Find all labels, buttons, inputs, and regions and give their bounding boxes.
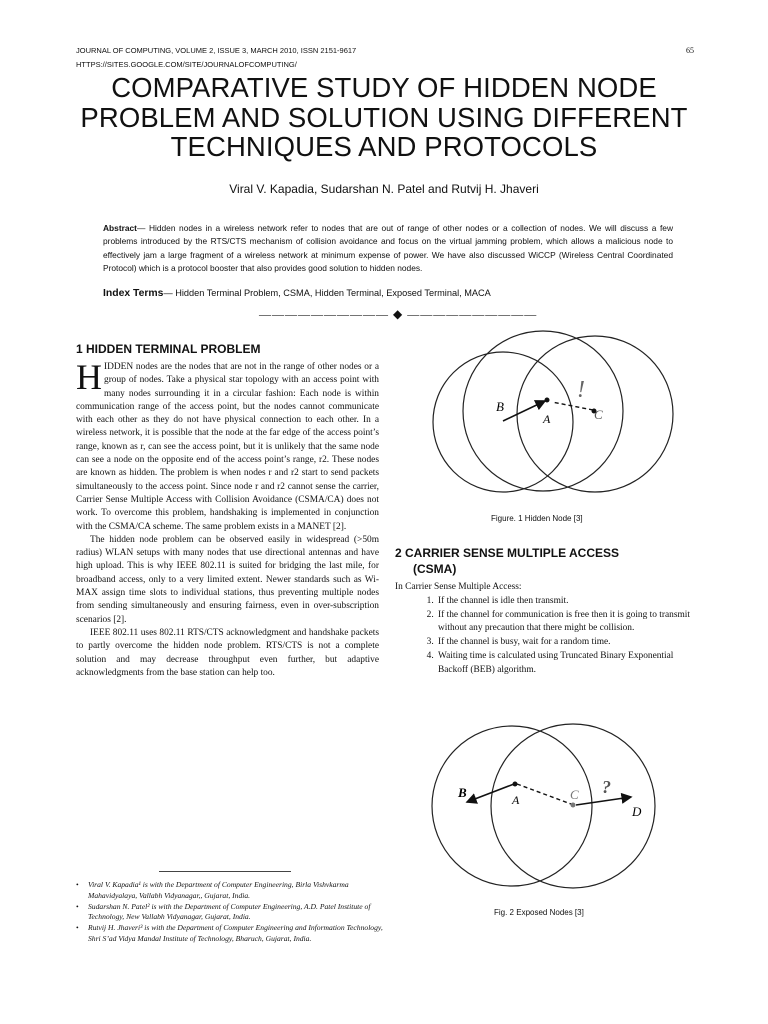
- node-a-dot: [545, 398, 550, 403]
- footnote-rule: [159, 871, 291, 872]
- warning-mark: !: [577, 377, 585, 403]
- list-item: 3. If the channel is busy, wait for a random time.: [436, 636, 700, 650]
- journal-url: HTTPS://SITES.GOOGLE.COM/SITE/JOURNALOFCOMPUTING/: [76, 60, 297, 69]
- abstract-label: Abstract: [103, 223, 137, 233]
- author-list: Viral V. Kapadia, Sudarshan N. Patel and Rutvij H. Jhaveri: [229, 182, 539, 196]
- transmission-arrow-a-to-b: [467, 784, 514, 802]
- figure-2-caption: Fig. 2 Exposed Nodes [3]: [494, 908, 584, 917]
- list-item: 1. If the channel is idle then transmit.: [436, 595, 700, 609]
- node-label-a: A: [512, 793, 520, 807]
- transmission-arrow-c-to-d: [576, 797, 631, 805]
- question-mark: ?: [602, 777, 611, 797]
- section-2-heading-line-1: 2 CARRIER SENSE MULTIPLE ACCESS: [395, 546, 620, 560]
- page-number: 65: [686, 46, 694, 55]
- section-2-intro: In Carrier Sense Multiple Access:: [395, 582, 522, 592]
- section-1-paragraph-3: IEEE 802.11 uses 802.11 RTS/CTS acknowledgment and handshake packets to partly overcome the hidden node problem. RTS/CTS is not a complete solution and may decrease throughput even further, but adaptive acknowledgments from the base station can help too.: [76, 627, 379, 678]
- node-label-b: B: [496, 399, 504, 414]
- journal-info: JOURNAL OF COMPUTING, VOLUME 2, ISSUE 3, MARCH 2010, ISSN 2151-9617: [76, 46, 357, 55]
- range-circle-b: [433, 352, 573, 492]
- index-terms: [103, 288, 673, 299]
- list-item: • Sudarshan N. Patel² is with the Department of Computer Engineering, A.D. Patel Institute of Technology, New Vallabh Vidyanagar, Gujarat, India.: [76, 902, 386, 924]
- list-item: 2. If the channel for communication is free then it is going to transmit without any precaution that there might be collision.: [436, 609, 700, 637]
- node-label-b: B: [458, 785, 467, 800]
- section-2-body: [395, 581, 700, 678]
- node-label-d: D: [632, 804, 642, 819]
- section-1-paragraph-1: [76, 357, 379, 534]
- footnote-list: [76, 880, 386, 945]
- abstract-text: — Hidden nodes in a wireless network refer to nodes that are out of range of other nodes or a collection of nodes. We will discuss a few problems introduced by the RTS/CTS mechanism of collision avoidance and focus on the virtual jamming problem, which allows a malicious node to effectively jam a large fragment of a wireless network at minimum expense of power. We have also discussed WiCCP (Wireless Central Coordinated Protocol) which is a protocol booster that also provides good solution to hidden nodes.: [103, 223, 673, 274]
- figure-2-exposed-nodes-diagram: [395, 715, 705, 905]
- paragraph-1-text: IDDEN nodes are the nodes that are not in the range of other nodes or a group of nodes. Take a physical star topology with an access point with many nodes surrounding it in a circular fashion: Each node is within communication range of the access point, but the nodes cannot communicate with each other as they do not have physical connection to each other. In a wireless network, it is possible that the node at the far edge of the access point’s range, known as r, can see the access point, but it is unlikely that the same node can see a node on the opposite end of the access point’s range, r2. These nodes are known as hidden. The problem is when nodes r and r2 start to send packets simultaneously to the access point. Since node r and r2 cannot sense the carrier, Carrier Sense Multiple Access with Collision Avoidance (CSMA/CA) does not work. To overcome this problem, handshaking is implemented in conjunction with the CSMA/CA scheme. The same problem exists in a MANET [2].: [76, 362, 379, 532]
- list-item: • Viral V. Kapadia¹ is with the Department of Computer Engineering, Birla Vishvkarma Mahavidyalaya, Vallabh Vidyanagar,, Gujarat, India.: [76, 880, 386, 902]
- list-item: • Rutvij H. Jhaveri³ is with the Department of Computer Engineering and Information Technology, Shri S’ad Vidya Mandal Institute of Technology, Bharuch, Gujarat, India.: [76, 923, 386, 945]
- csma-steps-list: [395, 595, 700, 678]
- author-footnotes: [76, 880, 386, 945]
- index-terms-label: Index Terms: [103, 288, 164, 299]
- list-item: 4. Waiting time is calculated using Truncated Binary Exponential Backoff (BEB) algorithm.: [436, 650, 700, 678]
- figure-1-hidden-node-diagram: [395, 325, 705, 515]
- section-1-heading: 1 HIDDEN TERMINAL PROBLEM: [76, 342, 261, 356]
- node-label-c: C: [570, 787, 579, 802]
- section-1-body: [76, 357, 379, 680]
- node-c-dot: [571, 803, 576, 808]
- abstract: [103, 222, 673, 276]
- drop-cap: H: [76, 357, 102, 397]
- node-label-a: A: [543, 412, 551, 426]
- figure-1-caption: Figure. 1 Hidden Node [3]: [491, 514, 583, 523]
- title-line-2: PROBLEM AND SOLUTION USING DIFFERENT: [80, 101, 688, 133]
- hidden-link-c-to-a: [552, 402, 593, 410]
- section-1-paragraph-2: The hidden node problem can be observed easily in widespread (>50m radius) WLAN setups with many nodes that use directional antennas and have high upload. This is why IEEE 802.11 is suited for bridging the last mile, for broadband access, only to a very limited extent. Newer standards such as Wi-MAX assign time slots to individual stations, thus preventing multiple nodes from sending simultaneously and ensuring fairness, even in over-subscription scenarios [2].: [76, 534, 379, 625]
- index-terms-text: — Hidden Terminal Problem, CSMA, Hidden Terminal, Exposed Terminal, MACA: [163, 288, 491, 298]
- section-2-heading: [395, 545, 619, 577]
- title-line-1: COMPARATIVE STUDY OF HIDDEN NODE: [111, 72, 657, 103]
- paper-title: [40, 73, 728, 162]
- node-a-dot: [513, 782, 518, 787]
- node-label-c: C: [594, 407, 603, 422]
- transmission-arrow-b-to-a: [503, 401, 545, 421]
- section-2-heading-line-2: (CSMA): [413, 562, 457, 576]
- title-line-3: TECHNIQUES AND PROTOCOLS: [170, 131, 598, 162]
- running-header: [76, 44, 356, 72]
- exposed-link-a-to-c: [517, 784, 571, 804]
- section-separator: —————————— ◆ ——————————: [259, 307, 538, 321]
